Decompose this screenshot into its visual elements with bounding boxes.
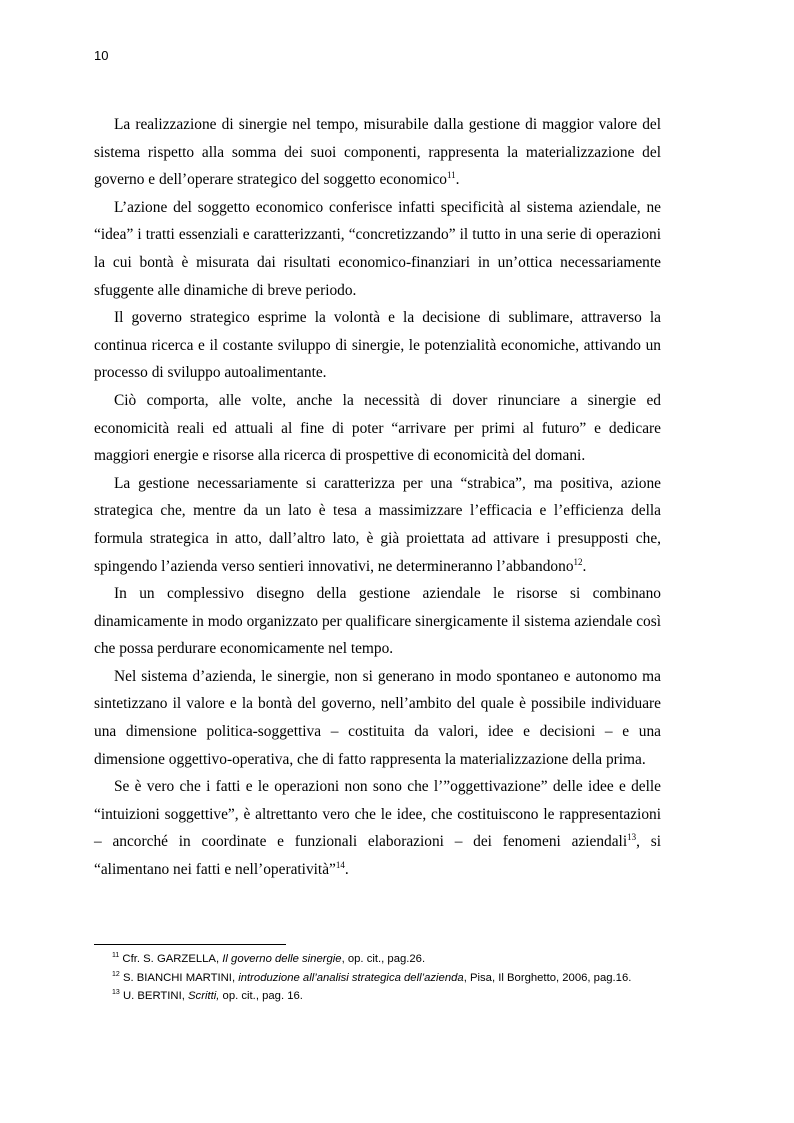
footnotes [94, 950, 661, 1006]
page-number: 10 [94, 48, 109, 63]
paragraph: L’azione del soggetto economico conferisce infatti specificità al sistema aziendale, ne “idea” i tratti essenziali e caratterizzanti, “concretizzando” il tutto in una serie di operazioni la cui bontà è misurata dai risultati economico-finanziari in un’ottica necessariamente sfuggente alle dinamiche di breve periodo. [94, 198, 661, 299]
footnote-separator [94, 944, 286, 945]
paragraph: La realizzazione di sinergie nel tempo, misurabile dalla gestione di maggior valore del sistema rispetto alla somma dei suoi componenti, rappresenta la materializzazione del governo e dell’operare strategico del soggetto economico$^{11}$. [94, 116, 661, 189]
footnote-ref: 12 [573, 556, 583, 567]
footnote: $^{13}$ U. BERTINI, Scritti, op. cit., pag. 16. [112, 989, 303, 1002]
footnote-ref: 11 [447, 170, 456, 181]
footnote-ref: 13 [627, 832, 637, 843]
paragraph: Ciò comporta, alle volte, anche la necessità di dover rinunciare a sinergie ed economicità reali ed attuali al fine di poter “arrivare per primi al futuro” e dedicare maggiori energie e risorse alla ricerca di prospettive di economicità del domani. [94, 391, 661, 465]
paragraph: Il governo strategico esprime la volontà e la decisione di sublimare, attraverso la continua ricerca e il costante sviluppo di sinergie, le potenzialità economiche, attivando un processo di sviluppo autoalimentante. [94, 309, 661, 382]
footnote-ref: 14 [335, 859, 345, 870]
paragraph: La gestione necessariamente si caratterizza per una “strabica”, ma positiva, azione strategica che, mentre da un lato è tesa a massimizzare l’efficacia e l’efficienza della formula strategica in atto, dall’altro lato, è già proiettata ad attivare i presupposti che, spingendo l’azienda verso sentieri innovativi, ne determineranno l’abbandono$^{12}$. [94, 474, 661, 575]
footnote: $^{12}$ S. BIANCHI MARTINI, introduzione all’analisi strategica dell’azienda, Pisa, Il Borghetto, 2006, pag.16. [112, 970, 632, 984]
body-text [94, 111, 661, 884]
paragraph: Se è vero che i fatti e le operazioni non sono che l’”oggettivazione” delle idee e delle “intuizioni soggettive”, è altrettanto vero che le idee, che costituiscono le rappresentazioni – ancorché in coordinate e funzionali elaborazioni – dei fenomeni aziendali$^{13}$, si “alimentano nei fatti e nell’operatività”$^{14}$. [94, 778, 661, 879]
paragraph: Nel sistema d’azienda, le sinergie, non si generano in modo spontaneo e autonomo ma sintetizzano il valore e la bontà del governo, nell’ambito del quale è possibile individuare una dimensione politica-soggettiva – costituita da valori, idee e decisioni – e una dimensione oggettivo-operativa, che di fatto rappresenta la materializzazione della prima. [94, 667, 661, 768]
footnote: $^{11}$ Cfr. S. GARZELLA, Il governo delle sinergie, op. cit., pag.26. [112, 952, 426, 965]
paragraph: In un complessivo disegno della gestione aziendale le risorse si combinano dinamicamente in modo organizzato per qualificare sinergicamente il sistema aziendale così che possa perdurare economicamente nel tempo. [94, 585, 661, 658]
